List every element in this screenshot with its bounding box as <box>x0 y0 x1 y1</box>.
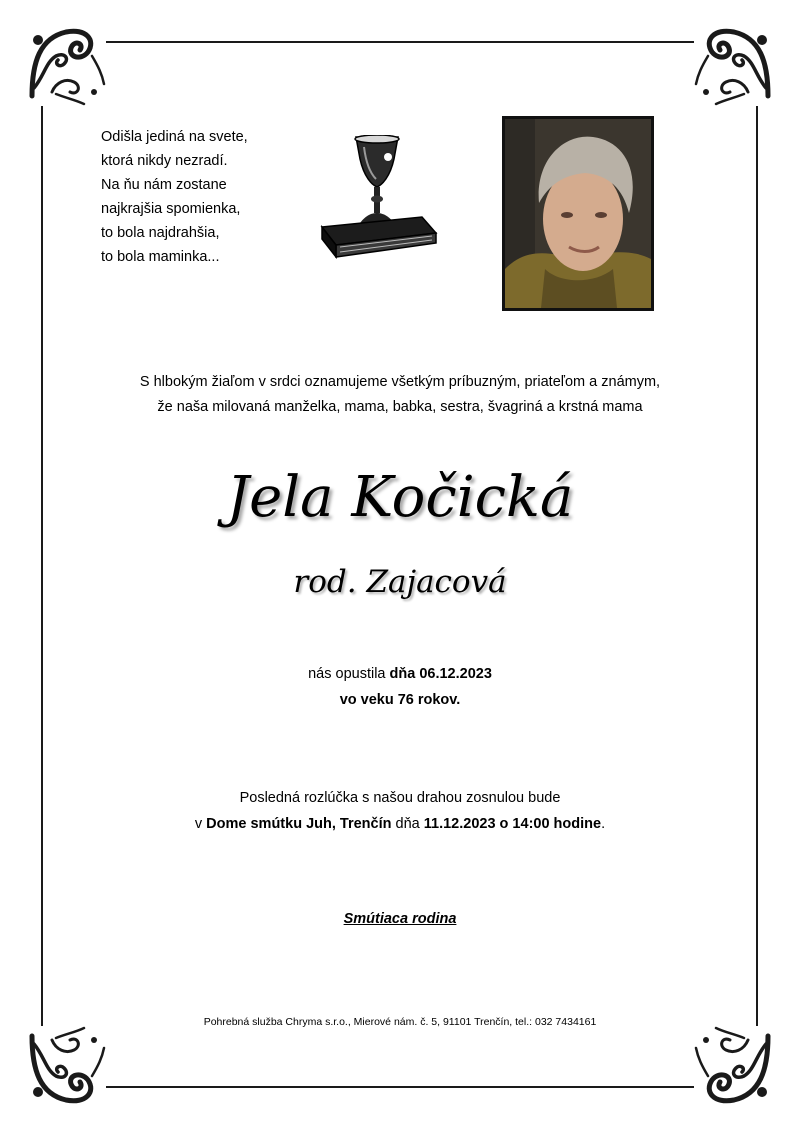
death-age-line <box>60 687 740 713</box>
poem-line: ktorá nikdy nezradí. <box>101 153 228 169</box>
announcement-text <box>60 370 740 420</box>
corner-flourish-ornament-icon <box>22 22 106 106</box>
corner-flourish-ornament-icon <box>694 1026 778 1110</box>
poem-line: to bola najdrahšia, <box>101 225 220 241</box>
death-date: dňa 06.12.2023 <box>389 666 492 682</box>
funeral-notice <box>60 785 740 837</box>
announcement-line: že naša milovaná manželka, mama, babka, sestra, švagriná a krstná mama <box>157 399 643 415</box>
funeral-datetime: 11.12.2023 o 14:00 hodine <box>423 816 602 832</box>
corner-flourish-ornament-icon <box>694 22 778 106</box>
funeral-prefix: v <box>194 816 207 832</box>
funeral-middle: dňa <box>391 816 424 832</box>
chalice-on-book-icon <box>318 135 438 260</box>
poem-line: to bola maminka... <box>101 249 220 265</box>
funeral-service-footer: Pohrebná služba Chryma s.r.o., Mierové nám. č. 5, 91101 Trenčín, tel.: 032 7434161 <box>203 1016 597 1028</box>
family-signature <box>60 906 740 932</box>
signature-text: Smútiaca rodina <box>343 911 457 927</box>
death-prefix: nás opustila <box>308 666 390 682</box>
funeral-details-line <box>60 811 740 837</box>
death-date-line <box>60 661 740 687</box>
deceased-name: Jela Kočická <box>226 465 574 530</box>
poem-line: Na ňu nám zostane <box>101 177 227 193</box>
maiden-name: rod. Zajacová <box>293 564 507 600</box>
funeral-suffix: . <box>601 816 606 832</box>
poem-line: Odišla jediná na svete, <box>101 129 248 145</box>
funeral-intro: Posledná rozlúčka s našou drahou zosnulou bude <box>239 790 561 806</box>
memorial-poem <box>101 125 321 269</box>
death-notice <box>60 661 740 713</box>
funeral-place: Dome smútku Juh, Trenčín <box>206 816 392 832</box>
portrait-photo <box>502 116 654 311</box>
poem-line: najkrajšia spomienka, <box>101 201 241 217</box>
death-age: vo veku 76 rokov. <box>339 692 461 708</box>
corner-flourish-ornament-icon <box>22 1026 106 1110</box>
announcement-line: S hlbokým žiaľom v srdci oznamujeme všetkým príbuzným, priateľom a známym, <box>139 374 661 390</box>
